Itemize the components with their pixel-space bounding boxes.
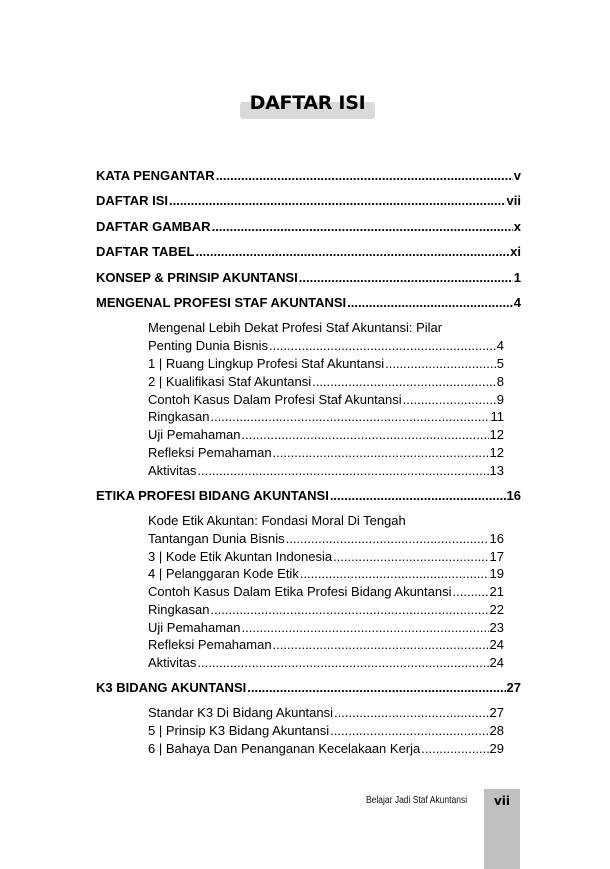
leader-dots (210, 601, 488, 619)
toc-subentry-page: 27 (489, 705, 504, 721)
toc-subentry-label: 4 | Pelanggaran Kode Etik (148, 566, 299, 582)
leader-dots (273, 636, 489, 654)
toc-subentry-label: Standar K3 Di Bidang Akuntansi (148, 705, 334, 721)
toc-entry-label: KATA PENGANTAR (96, 168, 215, 183)
toc-subentry-label: Ringkasan (148, 601, 210, 617)
page-number-tab (484, 789, 520, 869)
toc-subentry-label: Aktivitas (148, 462, 197, 478)
toc-subentry-page: 12 (489, 427, 504, 443)
toc-subentry-label: Uji Pemahaman (148, 427, 241, 443)
toc-subentry[interactable] (148, 444, 504, 462)
leader-dots (195, 244, 509, 260)
leader-dots (453, 583, 489, 601)
toc-subentry-page: 12 (489, 444, 504, 460)
toc-subentry-intro-line1[interactable]: Kode Etik Akuntan: Fondasi Moral Di Tengah (148, 512, 406, 528)
toc-subentry-page: 11 (490, 409, 504, 425)
toc-subentry-page: 17 (489, 548, 504, 564)
leader-dots (347, 295, 513, 311)
toc-subentry-intro[interactable] (148, 337, 504, 355)
leader-dots (242, 426, 489, 444)
toc-subentry-label: Penting Dunia Bisnis (148, 338, 268, 354)
toc-subentry-label: Tantangan Dunia Bisnis (148, 530, 285, 546)
page-title-block (240, 88, 375, 122)
leader-dots (330, 722, 488, 740)
toc-subentry-label: Refleksi Pemahaman (148, 637, 272, 653)
toc-subentry[interactable] (148, 426, 504, 444)
page-number: vii (493, 794, 511, 808)
leader-dots (269, 337, 496, 355)
toc-subentry-page: 22 (489, 601, 504, 617)
toc-subentry[interactable] (148, 704, 504, 722)
leader-dots (334, 704, 489, 722)
toc-entry-page: 1 (513, 269, 521, 285)
toc-chapter-page: 4 (513, 294, 521, 310)
toc-subentry-label: Uji Pemahaman (148, 619, 241, 635)
toc-subsection-list (148, 512, 504, 672)
toc-subentry-label: Contoh Kasus Dalam Profesi Staf Akuntansi (148, 391, 402, 407)
toc-entry-page: vii (506, 193, 521, 209)
leader-dots (210, 408, 489, 426)
toc-subentry-page: 13 (489, 462, 504, 478)
toc-entry-label: DAFTAR ISI (96, 193, 168, 209)
leader-dots (273, 444, 489, 462)
toc-entry-label: KONSEP & PRINSIP AKUNTANSI (96, 269, 298, 285)
leader-dots (300, 565, 489, 583)
toc-subsection-list (148, 704, 504, 757)
toc-entry-label: DAFTAR TABEL (96, 244, 195, 260)
toc-subentry-label: 6 | Bahaya Dan Penanganan Kecelakaan Kerja (148, 741, 421, 757)
toc-entry-kata-pengantar[interactable] (96, 168, 521, 184)
toc-subentry[interactable] (148, 583, 504, 601)
toc-subentry-label: 3 | Kode Etik Akuntan Indonesia (148, 548, 333, 564)
toc-subentry[interactable] (148, 373, 504, 391)
toc-chapter-label: K3 BIDANG AKUNTANSI (96, 680, 247, 696)
toc-subentry-intro-line1[interactable]: Mengenal Lebih Dekat Profesi Staf Akuntansi: Pilar (148, 320, 443, 336)
toc-chapter-etika-profesi[interactable] (96, 488, 521, 504)
toc-chapter-k3-bidang-akuntansi[interactable] (96, 680, 521, 696)
leader-dots (216, 168, 513, 184)
toc-subentry-label: Contoh Kasus Dalam Etika Profesi Bidang Akuntansi (148, 584, 452, 600)
toc-subentry-page: 4 (496, 338, 504, 354)
toc-entry-page: xi (510, 244, 521, 260)
toc-subentry-label: Refleksi Pemahaman (148, 444, 272, 460)
toc-subentry-label: 5 | Prinsip K3 Bidang Akuntansi (148, 723, 330, 739)
toc-subentry[interactable] (148, 462, 504, 480)
toc-chapter-page: 16 (506, 487, 521, 503)
toc-subentry-label: 2 | Kualifikasi Staf Akuntansi (148, 373, 312, 389)
leader-dots (197, 654, 488, 672)
toc-subentry[interactable] (148, 601, 504, 619)
leader-dots (330, 488, 506, 504)
toc-subentry[interactable] (148, 355, 504, 373)
toc-chapter-label: MENGENAL PROFESI STAF AKUNTANSI (96, 294, 347, 310)
toc-subentry-page: 24 (489, 637, 504, 653)
toc-subentry-label: Ringkasan (148, 409, 210, 425)
toc-entry-konsep-prinsip[interactable] (96, 270, 521, 286)
leader-dots (421, 740, 488, 758)
leader-dots (242, 619, 489, 637)
toc-subentry[interactable] (148, 619, 504, 637)
toc-subentry-page: 8 (496, 373, 504, 389)
table-of-contents (96, 168, 521, 766)
toc-subentry[interactable] (148, 391, 504, 409)
leader-dots (403, 391, 496, 409)
toc-subentry-intro[interactable] (148, 530, 504, 548)
leader-dots (333, 548, 488, 566)
toc-chapter-page: 27 (506, 680, 521, 696)
leader-dots (169, 193, 506, 209)
toc-subentry-page: 16 (489, 530, 504, 546)
leader-dots (286, 530, 489, 548)
toc-subentry-page: 24 (489, 655, 504, 671)
leader-dots (212, 219, 513, 235)
toc-subentry[interactable] (148, 654, 504, 672)
toc-subentry[interactable] (148, 740, 504, 758)
toc-entry-daftar-gambar[interactable] (96, 219, 521, 235)
toc-subentry-label: Aktivitas (148, 655, 197, 671)
toc-entry-label: DAFTAR GAMBAR (96, 218, 211, 234)
toc-entry-page: v (513, 168, 521, 183)
toc-subentry-page: 23 (489, 619, 504, 635)
toc-subentry[interactable] (148, 408, 504, 426)
toc-subentry[interactable] (148, 722, 504, 740)
toc-entry-page: x (513, 218, 521, 234)
toc-subentry-label: 1 | Ruang Lingkup Profesi Staf Akuntansi (148, 355, 385, 371)
toc-subentry-page: 21 (489, 584, 504, 600)
toc-subentry-page: 5 (496, 355, 504, 371)
toc-subsection-list (148, 319, 504, 479)
toc-chapter-label: ETIKA PROFESI BIDANG AKUNTANSI (96, 487, 329, 503)
page-title: DAFTAR ISI (249, 92, 366, 114)
leader-dots (247, 680, 505, 696)
toc-subentry[interactable] (148, 565, 504, 583)
toc-chapter-mengenal-profesi[interactable] (96, 295, 521, 311)
leader-dots (385, 355, 496, 373)
toc-entry-daftar-tabel[interactable] (96, 244, 521, 260)
toc-subentry-page: 19 (489, 566, 504, 582)
toc-subentry[interactable] (148, 636, 504, 654)
toc-entry-daftar-isi[interactable] (96, 193, 521, 209)
leader-dots (299, 270, 513, 286)
leader-dots (197, 462, 488, 480)
leader-dots (312, 373, 496, 391)
running-footer-book-title: Belajar Jadi Staf Akuntansi (366, 795, 468, 806)
toc-subentry-page: 28 (489, 723, 504, 739)
toc-subentry-page: 9 (496, 391, 504, 407)
toc-subentry-page: 29 (489, 741, 504, 757)
toc-subentry[interactable] (148, 548, 504, 566)
